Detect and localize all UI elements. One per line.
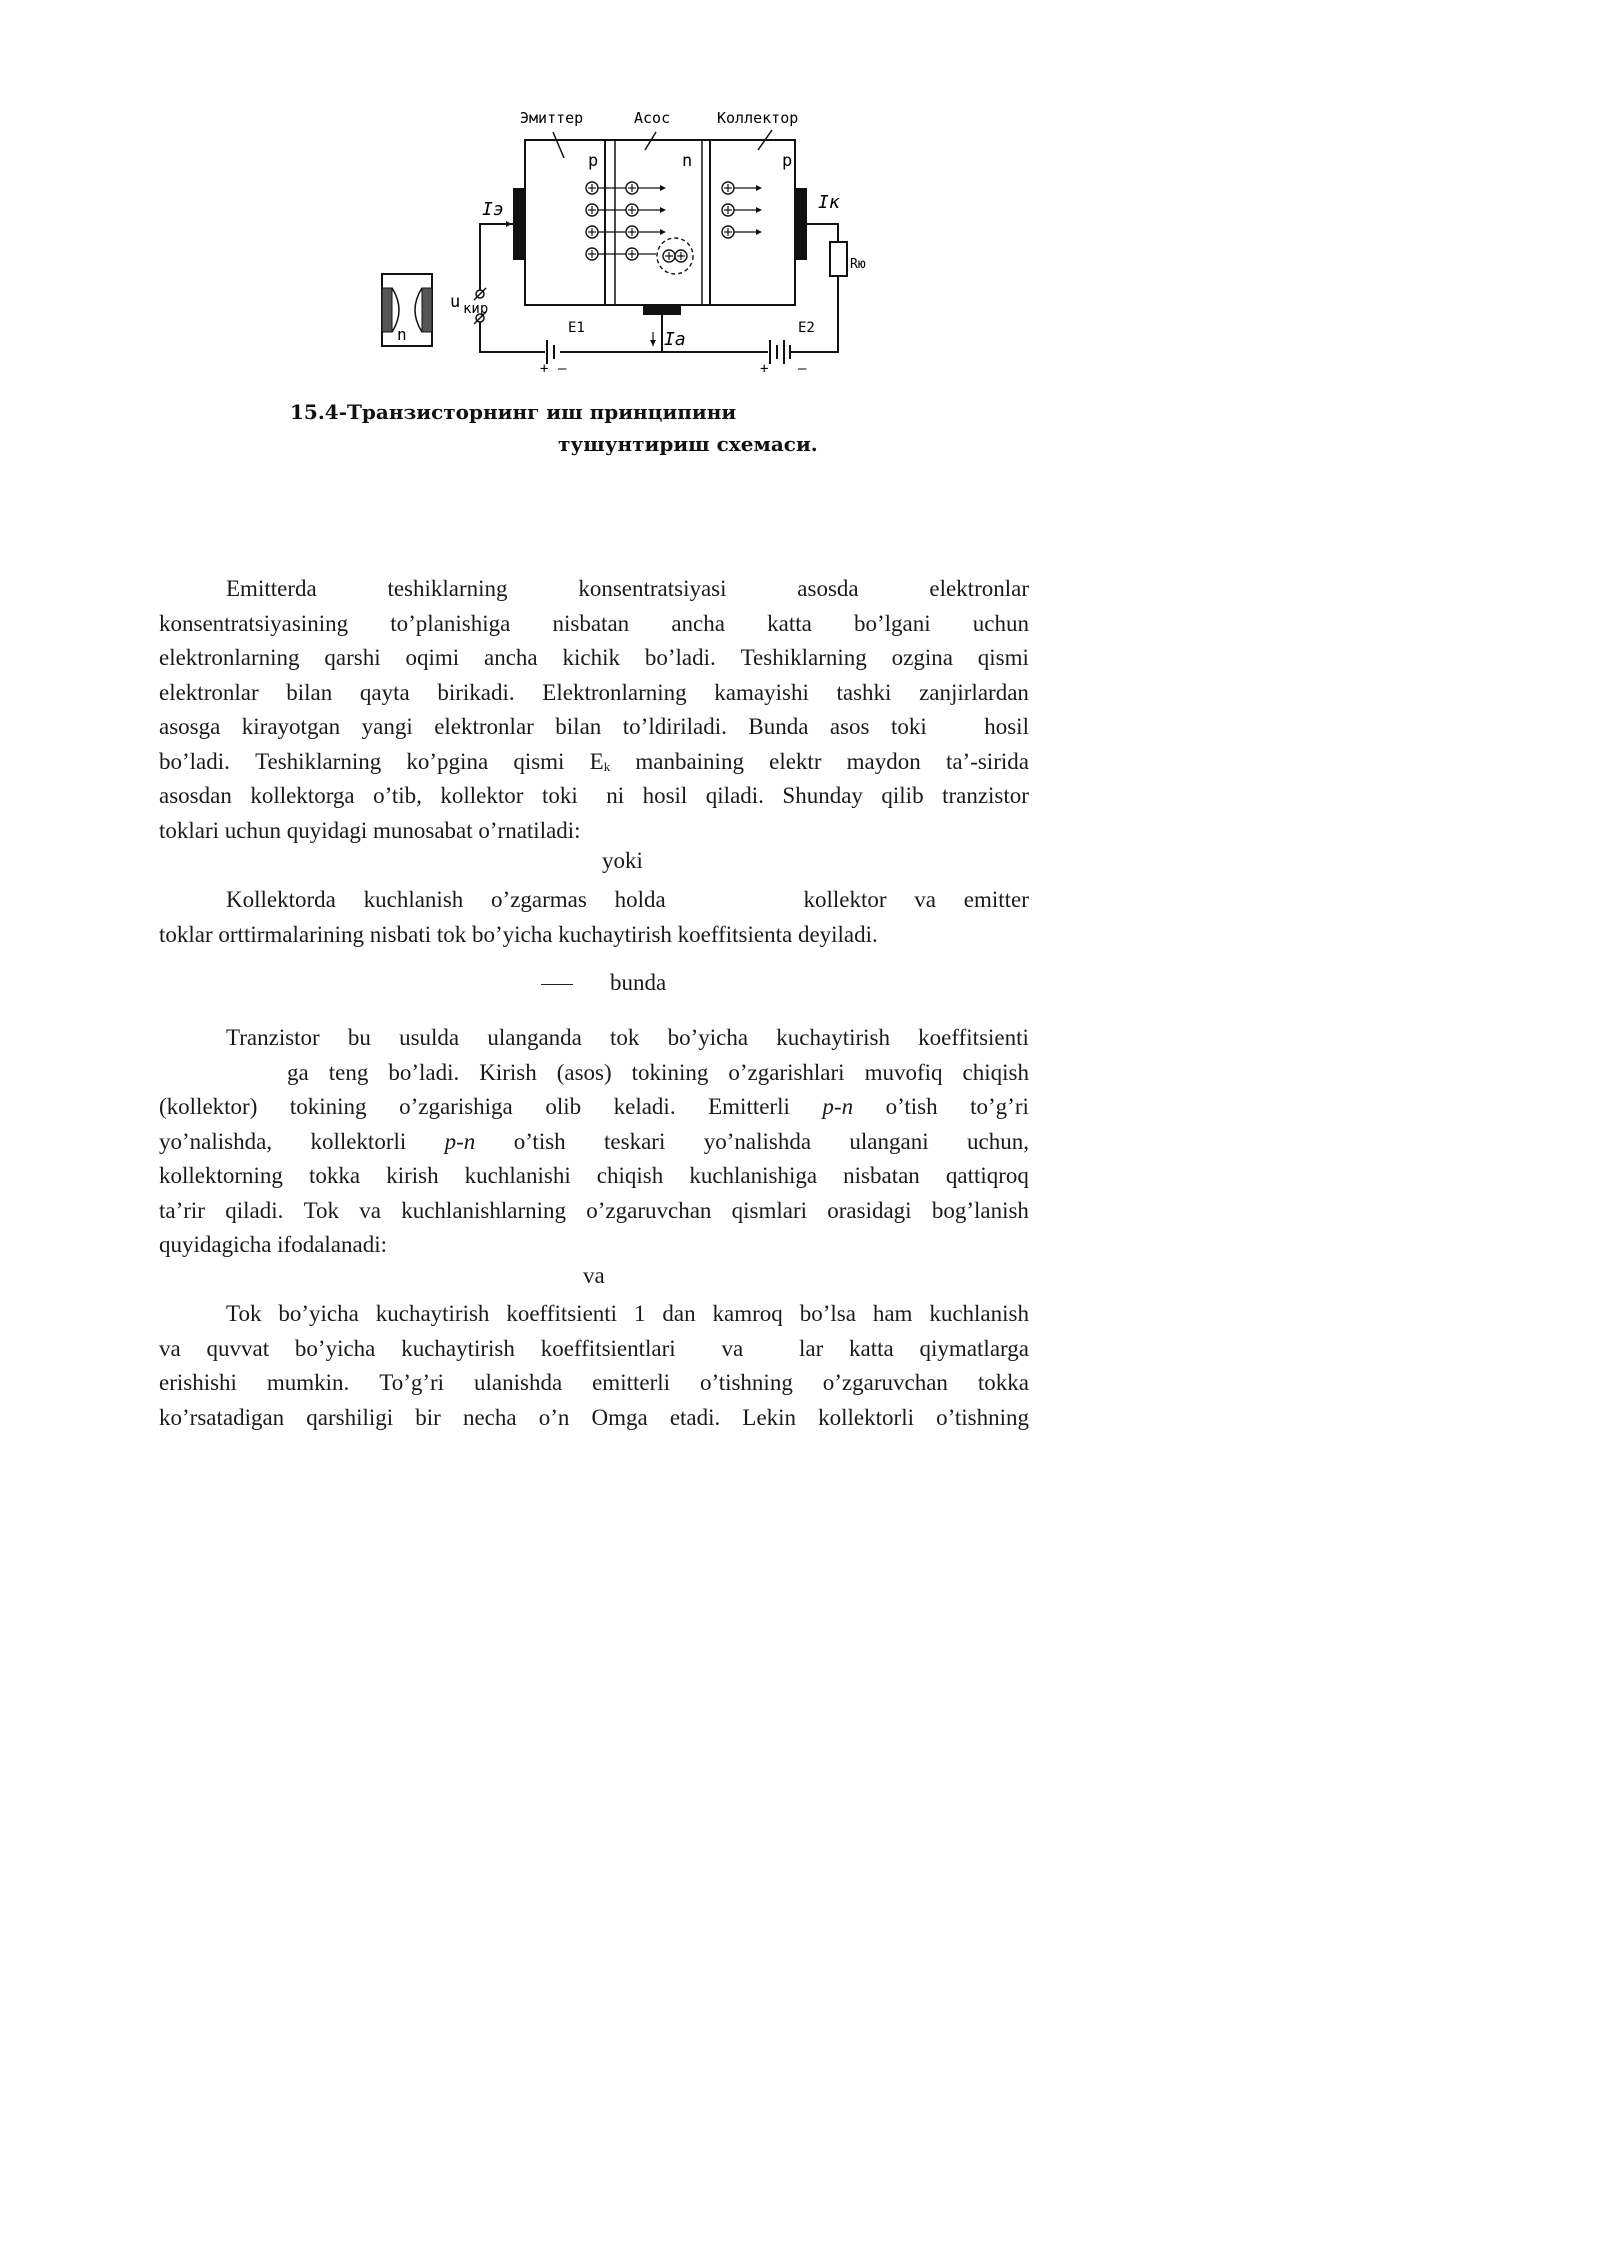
svg-text:–: – bbox=[558, 361, 567, 377]
word: asosda bbox=[797, 576, 859, 601]
word: asos bbox=[829, 714, 870, 739]
p2-line-2 bbox=[159, 918, 1029, 953]
base-label: Асос bbox=[634, 109, 671, 127]
rk-label: Rю bbox=[850, 257, 866, 272]
p1-line-5 bbox=[159, 710, 1029, 745]
word: ancha bbox=[483, 645, 538, 670]
word: qismlari bbox=[731, 1197, 808, 1223]
word: bir bbox=[415, 1404, 441, 1430]
word: qarshiligi bbox=[306, 1404, 394, 1430]
word: yo’nalishda, bbox=[159, 1128, 273, 1154]
word: tashki bbox=[836, 679, 892, 705]
word: Emitterli bbox=[708, 1094, 790, 1119]
word: qilib bbox=[881, 783, 924, 808]
word: teshiklarning bbox=[387, 576, 508, 601]
word: hosil bbox=[984, 714, 1029, 739]
p4-line-2 bbox=[159, 1332, 1029, 1367]
word: Teshiklarning bbox=[255, 748, 382, 774]
word: dan bbox=[662, 1301, 696, 1326]
n-region: n bbox=[682, 151, 693, 171]
word: kuchlanish bbox=[929, 1301, 1029, 1326]
word: bo’ladi. bbox=[644, 645, 716, 670]
svg-text:+: + bbox=[540, 361, 549, 377]
word: o’n bbox=[538, 1404, 570, 1430]
word: elektronlarning bbox=[159, 645, 300, 670]
collector-label: Коллектор bbox=[717, 109, 799, 127]
word: birikadi. bbox=[437, 679, 515, 705]
word: konsentratsiyasi bbox=[578, 576, 727, 601]
word: toki bbox=[890, 714, 927, 739]
ik-label: Iк bbox=[818, 192, 840, 213]
word: bo’lsa bbox=[799, 1301, 856, 1326]
paragraph-2 bbox=[159, 883, 1029, 952]
p3-line-7-text: quyidagicha ifodalanadi: bbox=[159, 1232, 388, 1257]
p4-line-3 bbox=[159, 1366, 1029, 1401]
p3-line-6 bbox=[159, 1194, 1029, 1229]
word: qarshi bbox=[324, 645, 381, 670]
word: bo’yicha bbox=[278, 1301, 359, 1326]
svg-text:–: – bbox=[798, 361, 807, 377]
word: uchun, bbox=[967, 1128, 1029, 1154]
word: kollektorga bbox=[250, 783, 355, 808]
pn-junction-term: p-n bbox=[822, 1094, 854, 1119]
word: Bunda bbox=[748, 714, 809, 739]
word: qiymatlarga bbox=[919, 1335, 1029, 1361]
word: o’zgarmas bbox=[491, 887, 587, 912]
word: to’planishiga bbox=[390, 610, 511, 636]
va-word: va bbox=[583, 1263, 605, 1288]
word: elektr bbox=[769, 748, 822, 774]
word: qiladi. bbox=[225, 1197, 284, 1223]
word: necha bbox=[462, 1404, 517, 1430]
pn-junction-term: p-n bbox=[444, 1128, 476, 1154]
word: qismi bbox=[513, 748, 565, 774]
word: va bbox=[914, 887, 937, 912]
e1-label: E1 bbox=[568, 320, 585, 336]
word: kuchaytirish bbox=[401, 1335, 515, 1361]
paragraph-4 bbox=[159, 1297, 1029, 1435]
figure-caption-line1: 15.4-Транзисторнинг иш принципини bbox=[290, 400, 737, 424]
word: konsentratsiyasining bbox=[159, 610, 349, 636]
ie-label: Iэ bbox=[482, 199, 504, 220]
word: ko’pgina bbox=[406, 748, 489, 774]
word: Omga bbox=[591, 1404, 648, 1430]
word: Kirish bbox=[479, 1059, 537, 1085]
word: va bbox=[359, 1197, 381, 1223]
word: o’zgarishiga bbox=[399, 1094, 513, 1119]
p-region-left: p bbox=[588, 151, 599, 171]
word: bo’ladi. bbox=[388, 1059, 460, 1085]
word: o’zgarishlari bbox=[728, 1059, 845, 1085]
p-region-right: p bbox=[782, 151, 793, 171]
word: to’g’ri bbox=[970, 1094, 1029, 1119]
word: ozgina bbox=[891, 645, 953, 670]
word: Emitterda bbox=[226, 576, 317, 601]
p1-line-7 bbox=[159, 779, 1029, 814]
word: qayta bbox=[359, 679, 410, 705]
ek-e: E bbox=[589, 748, 604, 774]
word: nisbatan bbox=[843, 1163, 920, 1188]
word: ni bbox=[606, 783, 625, 808]
word: o’zgaruvchan bbox=[586, 1197, 712, 1223]
word: hosil bbox=[642, 783, 688, 808]
word: bo’ladi. bbox=[159, 748, 230, 774]
word: kuchaytirish bbox=[375, 1301, 490, 1326]
p3-line-2 bbox=[159, 1056, 1029, 1091]
paragraph-1 bbox=[159, 572, 1029, 848]
p1-line-1 bbox=[159, 572, 1029, 607]
word: Teshiklarning bbox=[740, 645, 867, 670]
word: bo’yicha bbox=[294, 1335, 376, 1361]
word: ham bbox=[872, 1301, 913, 1326]
word: usulda bbox=[399, 1025, 460, 1050]
word: erishishi bbox=[159, 1370, 237, 1395]
p1-line-4 bbox=[159, 676, 1029, 711]
word: mumkin. bbox=[266, 1370, 350, 1395]
word: qattiqroq bbox=[945, 1163, 1029, 1188]
word: chiqish bbox=[962, 1059, 1029, 1085]
word: kichik bbox=[562, 645, 620, 670]
word: ulanganda bbox=[487, 1025, 582, 1050]
word: o’tishning bbox=[699, 1370, 793, 1395]
word: ga bbox=[287, 1059, 309, 1085]
word: etadi. bbox=[669, 1404, 721, 1430]
word: kollektorli bbox=[310, 1128, 407, 1154]
word: Tok bbox=[226, 1301, 262, 1326]
word: Lekin bbox=[742, 1404, 797, 1430]
word: bu bbox=[347, 1025, 371, 1050]
word: kuchlanishlarning bbox=[401, 1197, 567, 1223]
word: bo’yicha bbox=[667, 1025, 749, 1050]
word: lar bbox=[798, 1335, 824, 1361]
word: Kollektorda bbox=[226, 887, 336, 912]
word: kirayotgan bbox=[241, 714, 341, 739]
word: qismi bbox=[977, 645, 1029, 670]
document-page bbox=[0, 0, 1106, 1564]
p1-line-8 bbox=[159, 814, 1029, 849]
word: elektronlar bbox=[159, 679, 259, 705]
bunda-word: bunda bbox=[610, 970, 667, 995]
figure-caption-line2: тушунтириш схемаси. bbox=[558, 432, 818, 456]
word: tranzistor bbox=[942, 783, 1029, 808]
word: emitterli bbox=[592, 1370, 671, 1395]
word: muvofiq bbox=[864, 1059, 943, 1085]
word: o’tishning bbox=[936, 1404, 1029, 1430]
word: qiladi. bbox=[705, 783, 764, 808]
word: kuchlanishiga bbox=[689, 1163, 818, 1188]
p3-line-3 bbox=[159, 1090, 1029, 1125]
word: o’zgaruvchan bbox=[822, 1370, 948, 1395]
p4-line-4 bbox=[159, 1401, 1029, 1436]
word: nisbatan bbox=[552, 610, 630, 636]
transistor-schematic bbox=[360, 100, 900, 385]
word: maydon bbox=[846, 748, 921, 774]
word: bilan bbox=[286, 679, 333, 705]
word: katta bbox=[849, 1335, 894, 1361]
e2-label: E2 bbox=[798, 320, 815, 336]
p3-line-4 bbox=[159, 1125, 1029, 1160]
p2-line-1 bbox=[159, 883, 1029, 918]
emitter-label: Эмиттер bbox=[520, 109, 584, 127]
word: kuchaytirish bbox=[776, 1025, 890, 1050]
word: yo’nalishda bbox=[703, 1128, 812, 1154]
u-kir-u: u bbox=[450, 292, 461, 312]
word: manbaining bbox=[635, 748, 744, 774]
word: o’tib, bbox=[373, 783, 422, 808]
word: Shunday bbox=[782, 783, 863, 808]
word: va bbox=[159, 1335, 181, 1361]
word: Elektronlarning bbox=[542, 679, 687, 705]
word: kollektor bbox=[440, 783, 524, 808]
p3-line-1 bbox=[159, 1021, 1029, 1056]
ia-label: Ia bbox=[664, 329, 686, 350]
p2-line-2-text: toklar orttirmalarining nisbati tok bo’yicha kuchaytirish koeffitsienta deyiladi. bbox=[159, 921, 878, 947]
u-kir-sub: кир bbox=[463, 301, 489, 317]
word: oqimi bbox=[405, 645, 460, 670]
word: chiqish bbox=[596, 1163, 664, 1188]
paragraph-3 bbox=[159, 1021, 1029, 1263]
word: orasidagi bbox=[827, 1197, 912, 1223]
word: teng bbox=[328, 1059, 369, 1085]
word: ulangani bbox=[849, 1128, 929, 1154]
word: 1 bbox=[633, 1301, 646, 1326]
word: kollektor bbox=[803, 887, 887, 912]
yoki-word: yoki bbox=[602, 848, 643, 873]
word: ancha bbox=[671, 610, 725, 636]
word: tokka bbox=[977, 1370, 1029, 1395]
word: emitter bbox=[963, 887, 1029, 912]
word: o’tish bbox=[513, 1128, 566, 1154]
word: quvvat bbox=[206, 1335, 270, 1361]
word: ta’-sirida bbox=[945, 748, 1029, 774]
word: ko’rsatadigan bbox=[159, 1404, 285, 1430]
p4-line-1 bbox=[159, 1297, 1029, 1332]
word: teskari bbox=[604, 1128, 666, 1154]
p1-line-6 bbox=[159, 745, 1029, 780]
word: elektronlar bbox=[929, 576, 1029, 601]
svg-text:+: + bbox=[760, 361, 769, 377]
ek-symbol bbox=[590, 745, 611, 780]
word: Tranzistor bbox=[226, 1025, 320, 1050]
word: ta’rir bbox=[159, 1197, 205, 1223]
word: bilan bbox=[555, 714, 602, 739]
word: holda bbox=[614, 887, 666, 912]
word: keladi. bbox=[613, 1094, 676, 1119]
word: tokining bbox=[289, 1094, 367, 1119]
p1-line-2 bbox=[159, 607, 1029, 642]
word: To’g’ri bbox=[379, 1370, 445, 1395]
p1-line-8-text: toklari uchun quyidagi munosabat o’rnatiladi: bbox=[159, 817, 581, 843]
word: o’tish bbox=[885, 1094, 938, 1119]
word: kamroq bbox=[712, 1301, 783, 1326]
word: (kollektor) bbox=[159, 1094, 258, 1119]
p1-line-3 bbox=[159, 641, 1029, 676]
word: tokka bbox=[309, 1163, 361, 1188]
word: kirish bbox=[386, 1163, 439, 1188]
fraction-dash bbox=[541, 984, 573, 985]
word: olib bbox=[545, 1094, 582, 1119]
word: tokining bbox=[631, 1059, 709, 1085]
word: yangi bbox=[361, 714, 413, 739]
word: (asos) bbox=[556, 1059, 612, 1085]
word: zanjirlardan bbox=[919, 679, 1029, 705]
word: tok bbox=[610, 1025, 640, 1050]
transistor-diagram bbox=[360, 100, 900, 385]
word: uchun bbox=[972, 610, 1029, 636]
word: asosga bbox=[159, 714, 221, 739]
ek-subscript: k bbox=[603, 758, 611, 774]
word: kuchlanishi bbox=[464, 1163, 571, 1188]
word: va bbox=[721, 1335, 744, 1361]
word: asosdan bbox=[159, 783, 232, 808]
word: Tok bbox=[303, 1197, 340, 1223]
word: koeffitsienti bbox=[506, 1301, 618, 1326]
word: to’ldiriladi. bbox=[622, 714, 727, 739]
small-device-icon bbox=[382, 274, 432, 346]
n-small-label: n bbox=[397, 325, 407, 344]
word: toki bbox=[541, 783, 578, 808]
word: kollektorning bbox=[159, 1163, 283, 1188]
word: kamayishi bbox=[714, 679, 809, 705]
word: ulanishda bbox=[474, 1370, 563, 1395]
word: bog’lanish bbox=[931, 1197, 1029, 1223]
word: kuchlanish bbox=[363, 887, 464, 912]
word: elektronlar bbox=[434, 714, 534, 739]
word: koeffitsienti bbox=[918, 1025, 1029, 1050]
p3-line-7 bbox=[159, 1228, 1029, 1263]
word: bo’lgani bbox=[853, 610, 931, 636]
word: katta bbox=[767, 610, 812, 636]
word: koeffitsientlari bbox=[540, 1335, 676, 1361]
p3-line-5 bbox=[159, 1159, 1029, 1194]
word: kollektorli bbox=[818, 1404, 914, 1430]
